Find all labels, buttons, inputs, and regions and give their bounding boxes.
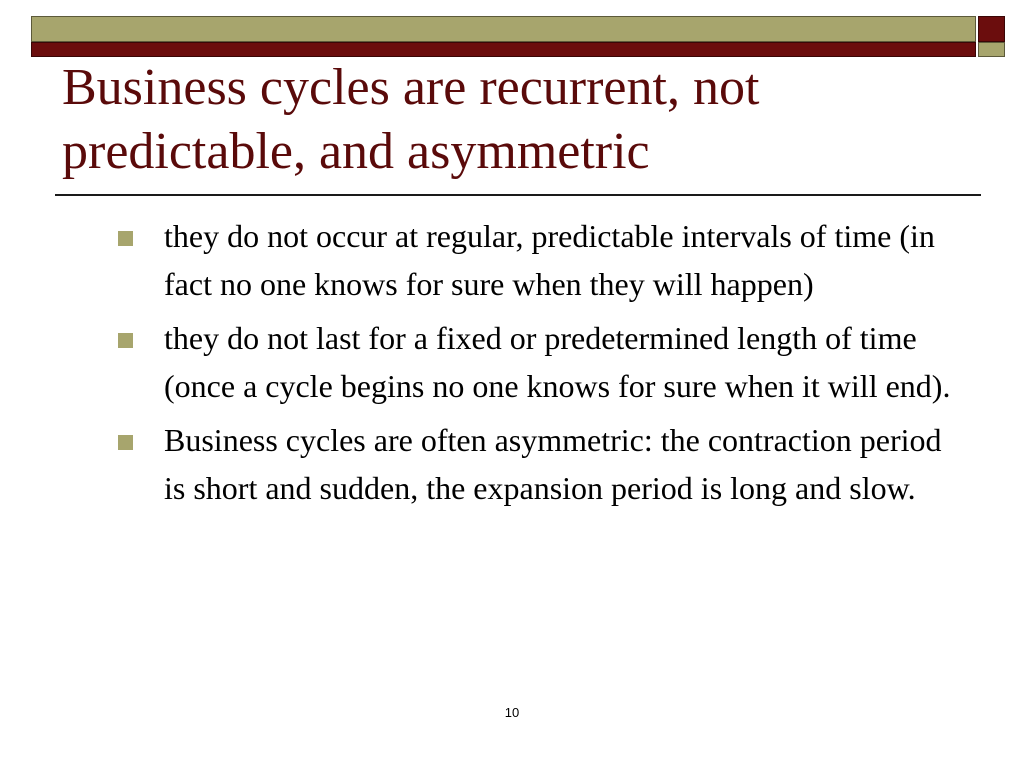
slide-title: Business cycles are recurrent, not predictable, and asymmetric	[62, 59, 760, 180]
header-bar-maroon	[31, 42, 976, 57]
bullet-item	[115, 416, 965, 512]
square-bullet-icon	[118, 435, 133, 450]
bullet-list	[115, 212, 965, 518]
page-number: 10	[504, 705, 520, 720]
header-square-maroon	[978, 16, 1005, 42]
bullet-item	[115, 212, 965, 308]
bullet-item	[115, 314, 965, 410]
bullet-text: they do not occur at regular, predictable intervals of time (in fact no one knows for sure when they will happen)	[164, 218, 935, 302]
bullet-text: they do not last for a fixed or predetermined length of time (once a cycle begins no one knows for sure when it will end).	[164, 320, 951, 404]
bullet-text: Business cycles are often asymmetric: the contraction period is short and sudden, the expansion period is long and slow.	[164, 422, 942, 506]
square-bullet-icon	[118, 231, 133, 246]
header-square-olive	[978, 42, 1005, 57]
header-bar-olive	[31, 16, 976, 42]
title-divider	[55, 194, 981, 196]
square-bullet-icon	[118, 333, 133, 348]
